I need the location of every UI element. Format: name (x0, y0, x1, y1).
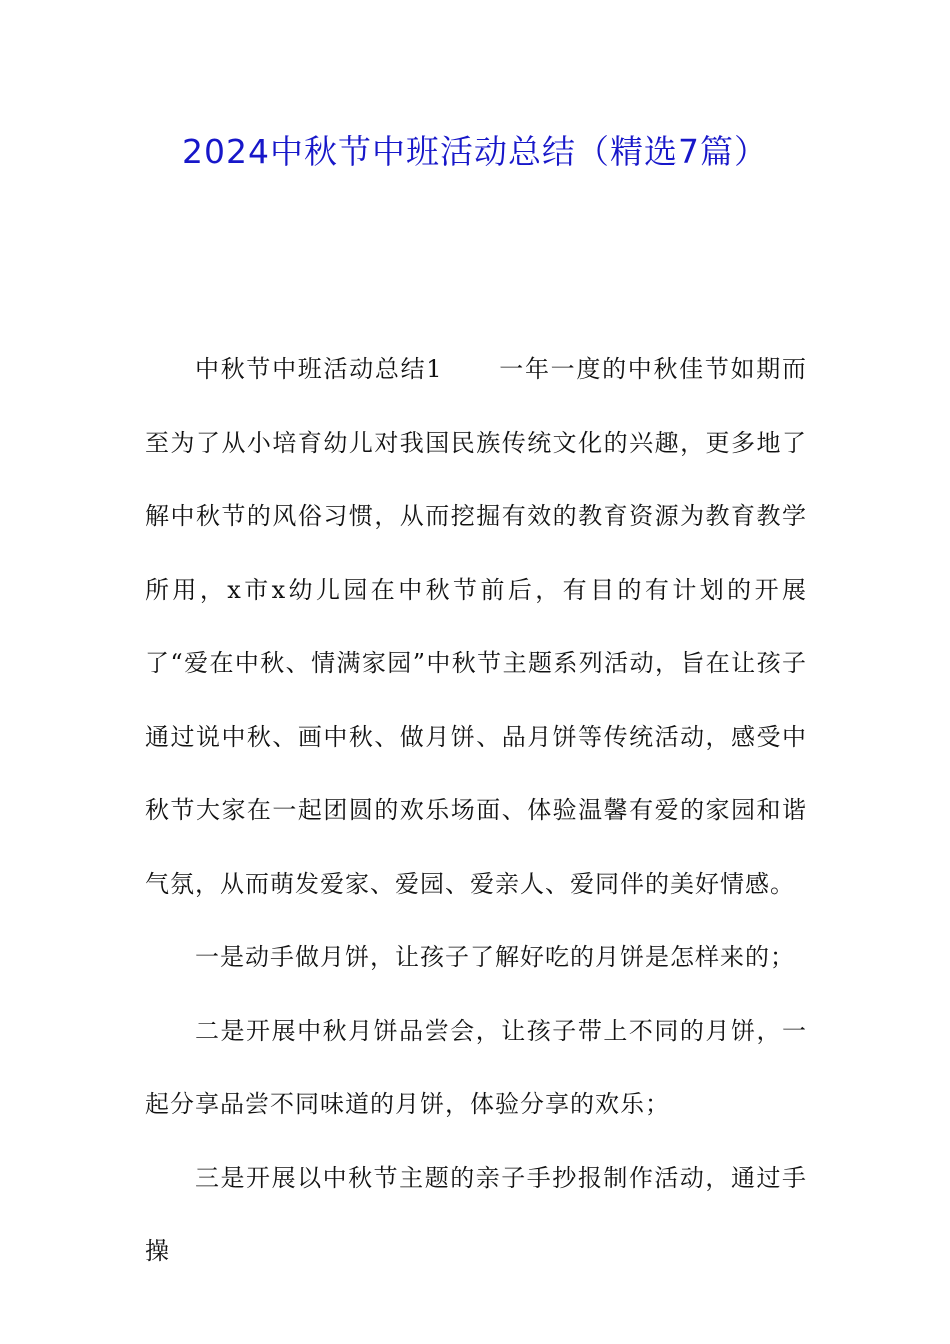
document-body (145, 333, 807, 1289)
paragraph-1-text: 一年一度的中秋佳节如期而至为了从小培育幼儿对我国民族传统文化的兴趣，更多地了解中秋节的风俗习惯，从而挖掘有效的教育资源为教育教学所用，x市x幼儿园在中秋节前后，有目的有计划的开展了“爱在中秋、情满家园”中秋节主题系列活动，旨在让孩子通过说中秋、画中秋、做月饼、品月饼等传统活动，感受中秋节大家在一起团圆的欢乐场面、体验温馨有爱的家园和谐气氛，从而萌发爱家、爱园、爱亲人、爱同伴的美好情感。 (145, 355, 807, 898)
paragraph-2: 一是动手做月饼，让孩子了解好吃的月饼是怎样来的； (195, 943, 795, 971)
paragraph-3: 二是开展中秋月饼品尝会，让孩子带上不同的月饼，一起分享品尝不同味道的月饼，体验分享的欢乐； (145, 1016, 807, 1118)
paragraph-4: 三是开展以中秋节主题的亲子手抄报制作活动，通过手操 (145, 1163, 807, 1265)
document-title: 2024中秋节中班活动总结（精选7篇） (182, 132, 768, 171)
section-heading: 中秋节中班活动总结1 (195, 355, 443, 383)
paragraph-1 (145, 333, 807, 921)
